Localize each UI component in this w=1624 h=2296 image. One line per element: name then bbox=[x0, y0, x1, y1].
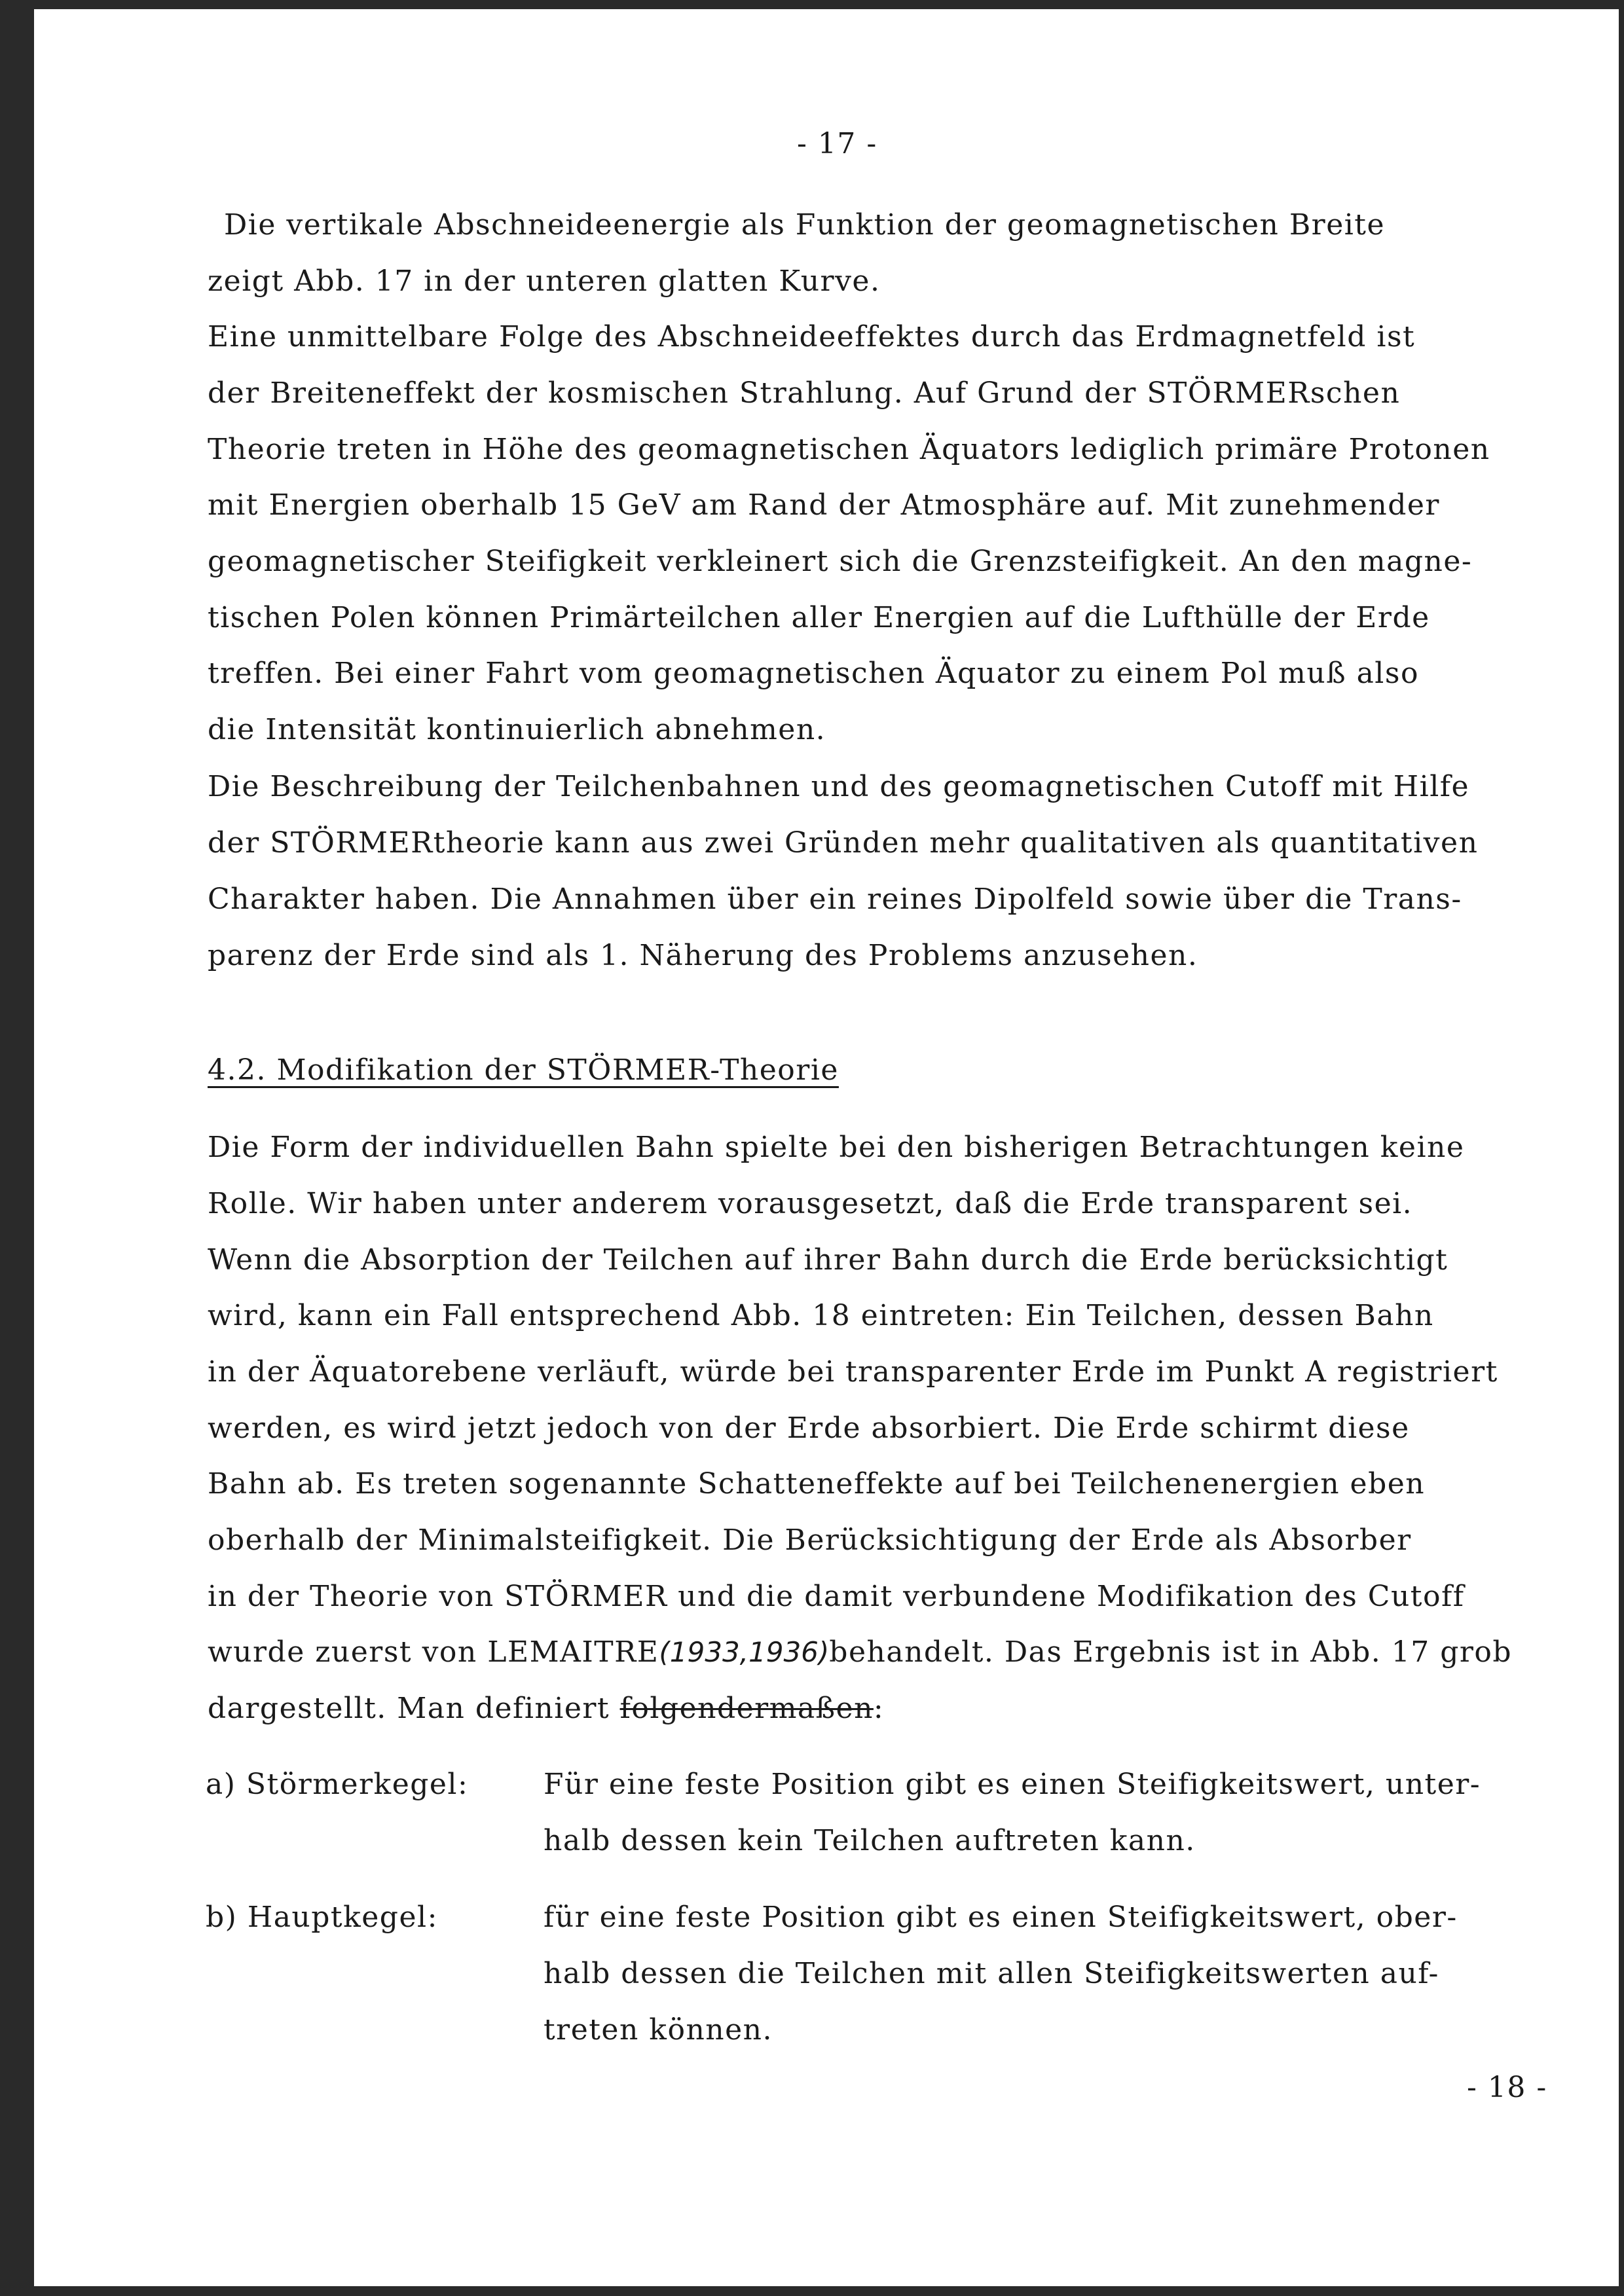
paragraph-2-line-8: die Intensität kontinuierlich abnehmen. bbox=[208, 713, 826, 746]
paragraph-3-line-3: Charakter haben. Die Annahmen über ein reines Dipolfeld sowie über die Trans- bbox=[208, 883, 1462, 916]
definition-b-label: b) Hauptkegel: bbox=[206, 1901, 438, 1934]
paragraph-4-line-5: in der Äquatorebene verläuft, würde bei transparenter Erde im Punkt A registriert bbox=[208, 1355, 1498, 1389]
struck-through-word: folgendermaßen bbox=[619, 1692, 874, 1725]
lemaitre-text-after: behandelt. Das Ergebnis ist in Abb. 17 grob bbox=[829, 1635, 1513, 1669]
paragraph-3-line-2: der STÖRMERtheorie kann aus zwei Gründen mehr qualitativen als quantitativen bbox=[208, 826, 1479, 860]
paragraph-2-line-6: tischen Polen können Primärteilchen aller Energien auf die Lufthülle der Erde bbox=[208, 601, 1430, 634]
paragraph-3-line-4: parenz der Erde sind als 1. Näherung des Problems anzusehen. bbox=[208, 939, 1198, 972]
paragraph-2-line-4: mit Energien oberhalb 15 GeV am Rand der Atmosphäre auf. Mit zunehmender bbox=[208, 488, 1440, 522]
lemaitre-line bbox=[208, 1635, 1513, 1669]
paragraph-4-line-9: in der Theorie von STÖRMER und die damit verbundene Modifikation des Cutoff bbox=[208, 1580, 1465, 1613]
section-heading: 4.2. Modifikation der STÖRMER-Theorie bbox=[208, 1053, 839, 1087]
paragraph-3-line-1: Die Beschreibung der Teilchenbahnen und des geomagnetischen Cutoff mit Hilfe bbox=[208, 770, 1470, 803]
lemaitre-text-before: wurde zuerst von LEMAITRE bbox=[208, 1635, 659, 1669]
paragraph-1-line-1: Die vertikale Abschneideenergie als Funktion der geomagnetischen Breite bbox=[224, 208, 1386, 242]
paragraph-2-line-3: Theorie treten in Höhe des geomagnetischen Äquators lediglich primäre Protonen bbox=[208, 433, 1490, 466]
definition-b-line-1: für eine feste Position gibt es einen Steifigkeitswert, ober- bbox=[544, 1901, 1458, 1934]
definition-intro-line bbox=[208, 1694, 884, 1723]
definition-b-line-3: treten können. bbox=[544, 2013, 773, 2047]
definition-a-label: a) Störmerkegel: bbox=[206, 1768, 469, 1801]
paragraph-4-line-8: oberhalb der Minimalsteifigkeit. Die Berücksichtigung der Erde als Absorber bbox=[208, 1523, 1412, 1557]
intro-colon: : bbox=[873, 1692, 885, 1725]
paragraph-4-line-1: Die Form der individuellen Bahn spielte bei den bisherigen Betrachtungen keine bbox=[208, 1131, 1465, 1164]
paragraph-2-line-5: geomagnetischer Steifigkeit verkleinert sich die Grenzsteifigkeit. An den magne- bbox=[208, 545, 1473, 578]
paragraph-2-line-1: Eine unmittelbare Folge des Abschneideeffektes durch das Erdmagnetfeld ist bbox=[208, 320, 1416, 354]
paragraph-4-line-7: Bahn ab. Es treten sogenannte Schatteneffekte auf bei Teilchenenergien eben bbox=[208, 1467, 1426, 1501]
next-page-marker: - 18 - bbox=[1467, 2071, 1547, 2104]
paragraph-2-line-7: treffen. Bei einer Fahrt vom geomagnetischen Äquator zu einem Pol muß also bbox=[208, 657, 1419, 690]
intro-text: dargestellt. Man definiert bbox=[208, 1692, 620, 1725]
paragraph-4-line-2: Rolle. Wir haben unter anderem vorausgesetzt, daß die Erde transparent sei. bbox=[208, 1187, 1413, 1220]
handwritten-citation-years: (1933,1936) bbox=[659, 1636, 830, 1668]
paragraph-4-line-3: Wenn die Absorption der Teilchen auf ihrer Bahn durch die Erde berücksichtigt bbox=[208, 1243, 1449, 1277]
definition-a-line-1: Für eine feste Position gibt es einen Steifigkeitswert, unter- bbox=[544, 1768, 1481, 1801]
paragraph-2-line-2: der Breiteneffekt der kosmischen Strahlung. Auf Grund der STÖRMERschen bbox=[208, 376, 1401, 410]
paragraph-4-line-4: wird, kann ein Fall entsprechend Abb. 18 eintreten: Ein Teilchen, dessen Bahn bbox=[208, 1299, 1434, 1332]
page-number: - 17 - bbox=[797, 127, 877, 160]
definition-b-line-2: halb dessen die Teilchen mit allen Steifigkeitswerten auf- bbox=[544, 1957, 1439, 1990]
definition-a-line-2: halb dessen kein Teilchen auftreten kann. bbox=[544, 1824, 1196, 1857]
paragraph-4-line-6: werden, es wird jetzt jedoch von der Erde absorbiert. Die Erde schirmt diese bbox=[208, 1412, 1410, 1445]
paragraph-1-line-2: zeigt Abb. 17 in der unteren glatten Kurve. bbox=[208, 264, 881, 298]
document-page bbox=[34, 9, 1619, 2286]
